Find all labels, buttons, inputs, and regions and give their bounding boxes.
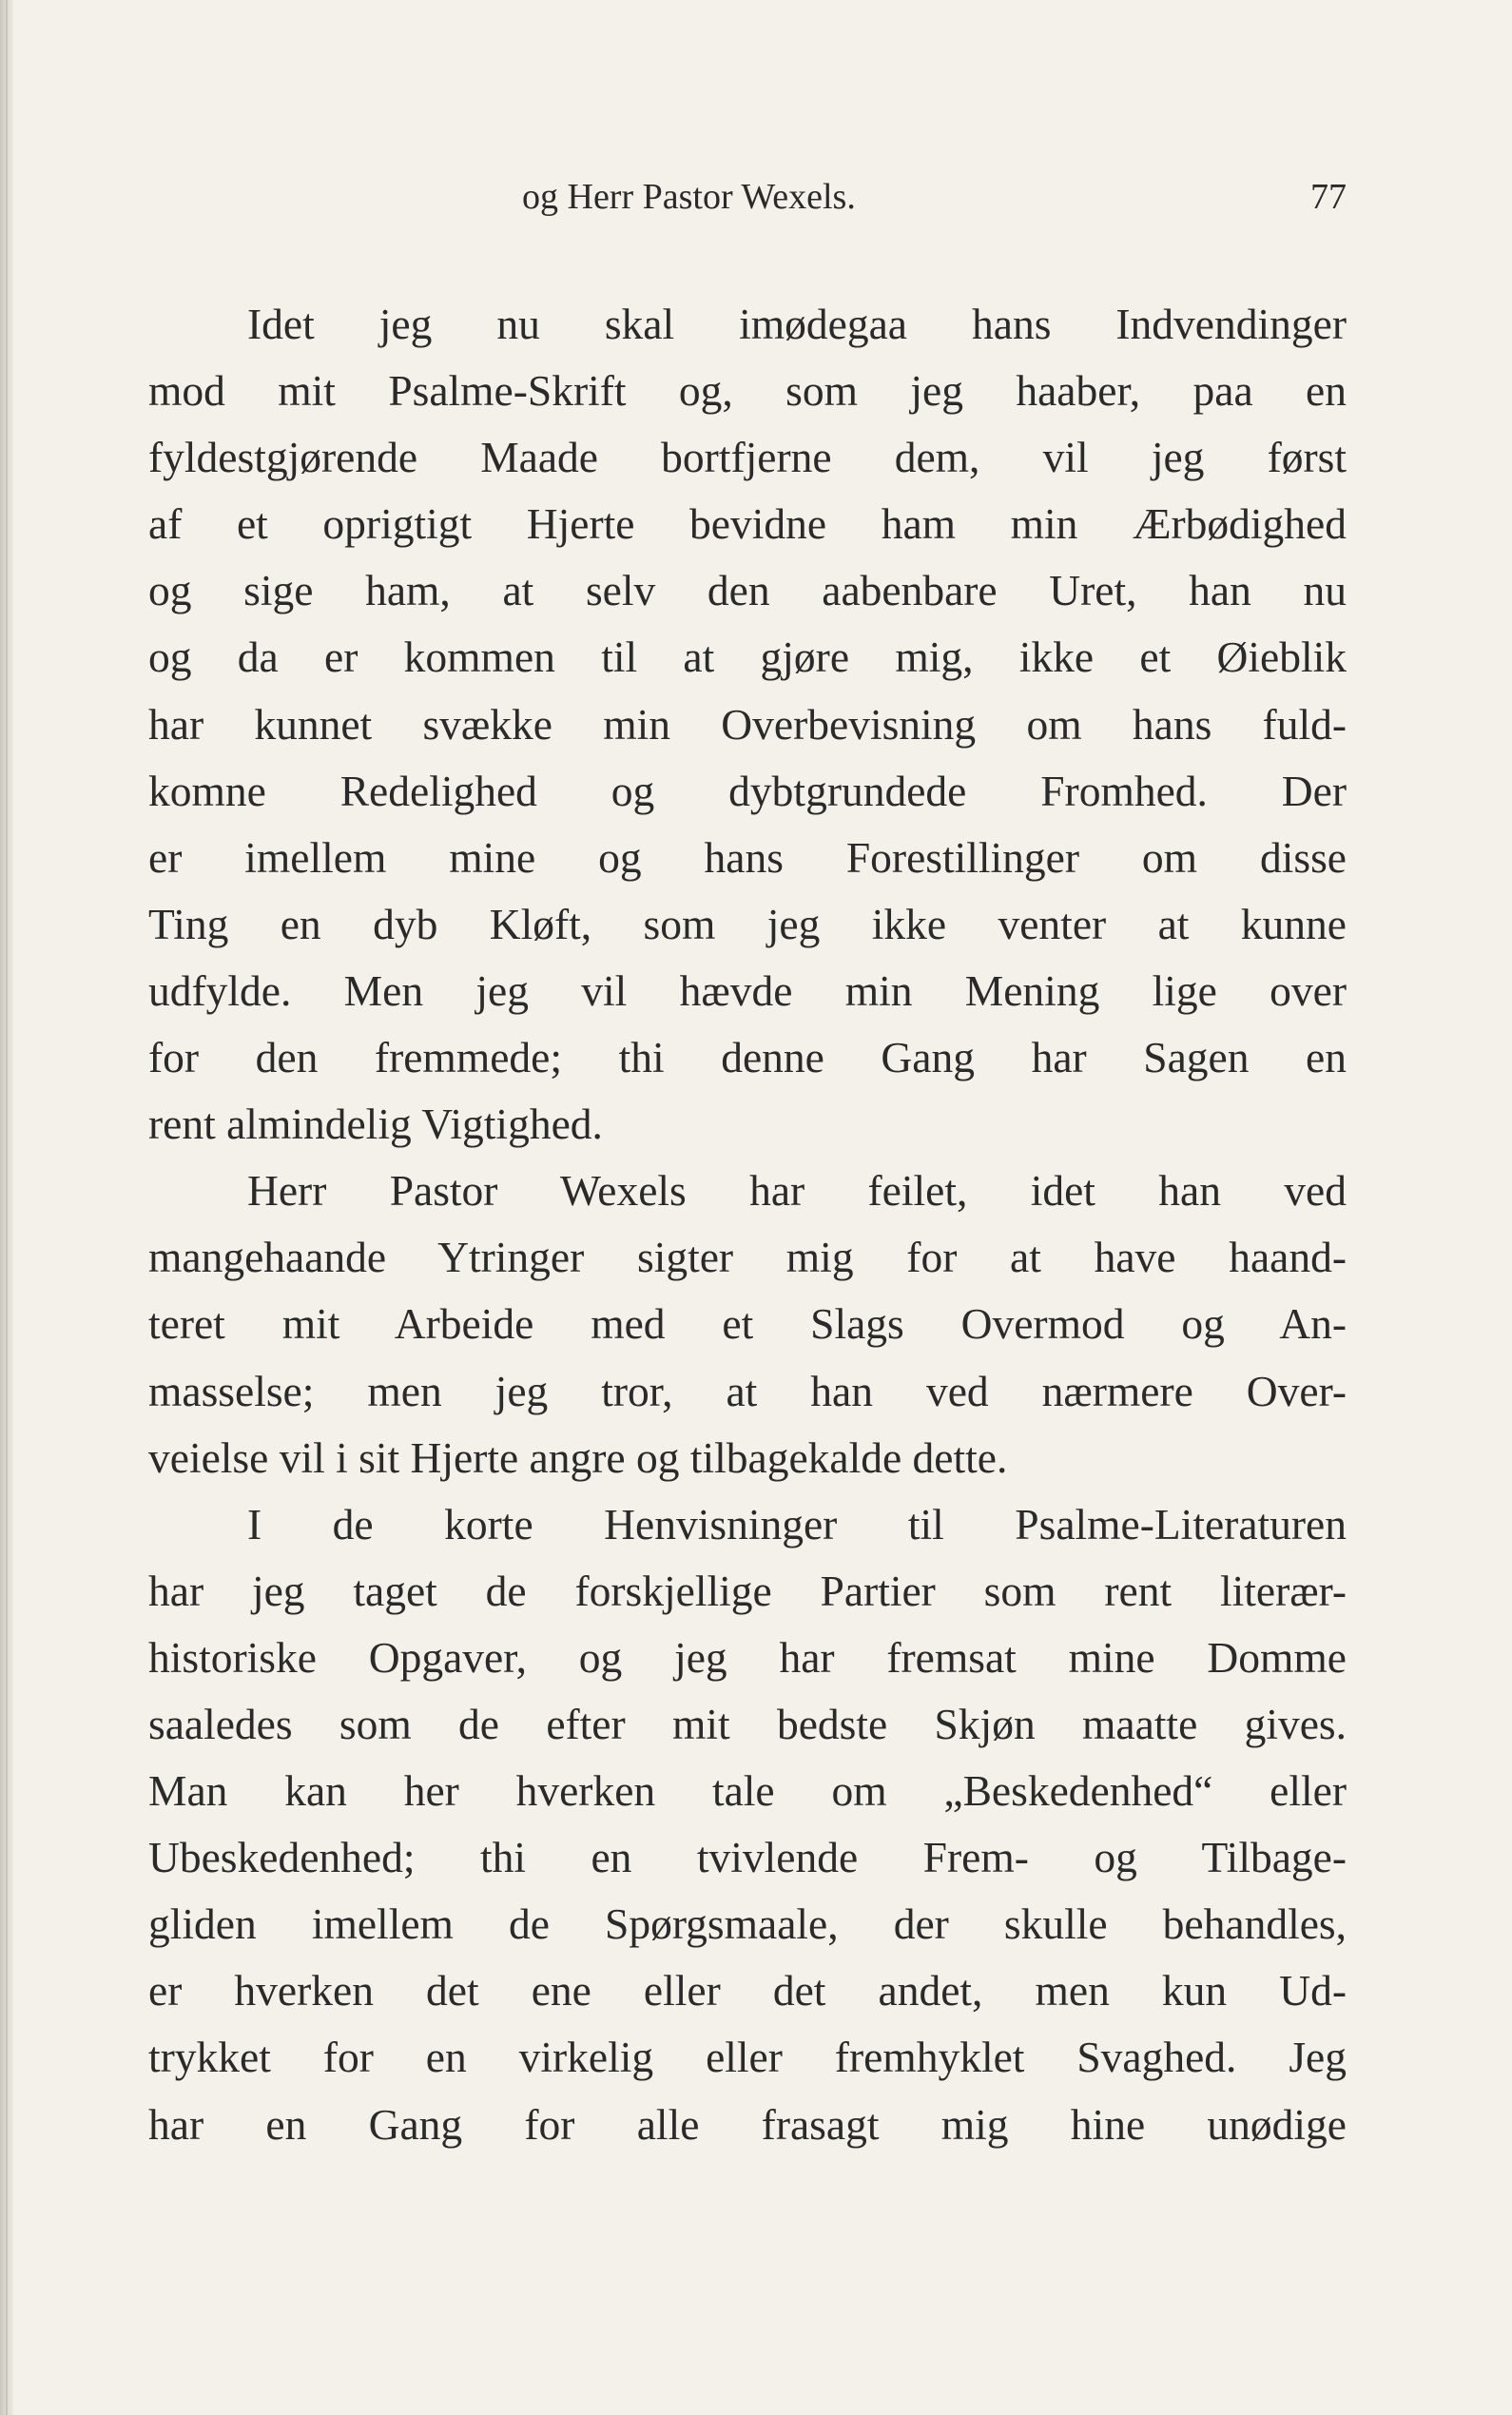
text-line: Man kan her hverken tale om „Beskedenhed“ eller [148, 1766, 1347, 1816]
text-line: historiske Opgaver, og jeg har fremsat mine Domme [148, 1632, 1347, 1682]
text-line: trykket for en virkelig eller fremhyklet Svaghed. Jeg [148, 2033, 1347, 2082]
text-line: mangehaande Ytringer sigter mig for at have haand- [148, 1233, 1347, 1282]
paragraph-3 [148, 1491, 1347, 2158]
text-line: masselse; men jeg tror, at han ved nærmere Over- [148, 1366, 1347, 1415]
text-line: komne Redelighed og dybtgrundede Fromhed. Der [148, 766, 1347, 815]
text-line: rent almindelig Vigtighed. [148, 1100, 603, 1149]
text-line: af et oprigtigt Hjerte bevidne ham min Ærbødighed [148, 499, 1347, 549]
text-line: veielse vil i sit Hjerte angre og tilbagekalde dette. [148, 1432, 1008, 1482]
text-line: udfylde. Men jeg vil hævde min Mening lige over [148, 965, 1347, 1015]
text-line: har kunnet svække min Overbevisning om hans fuld- [148, 699, 1347, 749]
text-line: fyldestgjørende Maade bortfjerne dem, vil jeg først [148, 433, 1347, 482]
text-line: er hverken det ene eller det andet, men kun Ud- [148, 1966, 1347, 2016]
text-line: Ubeskedenhed; thi en tvivlende Frem- og Tilbage- [148, 1833, 1347, 1882]
page-number: 77 [1310, 177, 1347, 217]
text-line: I de korte Henvisninger til Psalme-Literaturen [247, 1499, 1347, 1548]
text-line: gliden imellem de Spørgsmaale, der skulle behandles, [148, 1899, 1347, 1949]
running-head [148, 173, 1347, 221]
text-line: Idet jeg nu skal imødegaa hans Indvendinger [247, 300, 1347, 348]
body-text [148, 291, 1347, 2158]
running-title: og Herr Pastor Wexels. [522, 177, 856, 217]
text-line: Ting en dyb Kløft, som jeg ikke venter at kunne [148, 899, 1347, 948]
page-gutter-line [6, 0, 8, 2415]
text-line: mod mit Psalme-Skrift og, som jeg haaber, paa en [148, 366, 1347, 416]
text-line: og sige ham, at selv den aabenbare Uret, han nu [148, 566, 1347, 615]
paragraph-1 [148, 291, 1347, 1158]
text-line: og da er kommen til at gjøre mig, ikke et Øieblik [148, 633, 1347, 682]
text-line: har jeg taget de forskjellige Partier som rent literær- [148, 1566, 1347, 1615]
text-line: Herr Pastor Wexels har feilet, idet han ved [247, 1166, 1347, 1216]
text-line: har en Gang for alle frasagt mig hine unødige [148, 2099, 1347, 2149]
paragraph-2 [148, 1158, 1347, 1490]
text-line: for den fremmede; thi denne Gang har Sagen en [148, 1033, 1347, 1082]
text-line: saaledes som de efter mit bedste Skjøn maatte gives. [148, 1699, 1347, 1748]
text-line: teret mit Arbeide med et Slags Overmod og An- [148, 1299, 1347, 1349]
text-line: er imellem mine og hans Forestillinger om disse [148, 832, 1347, 882]
